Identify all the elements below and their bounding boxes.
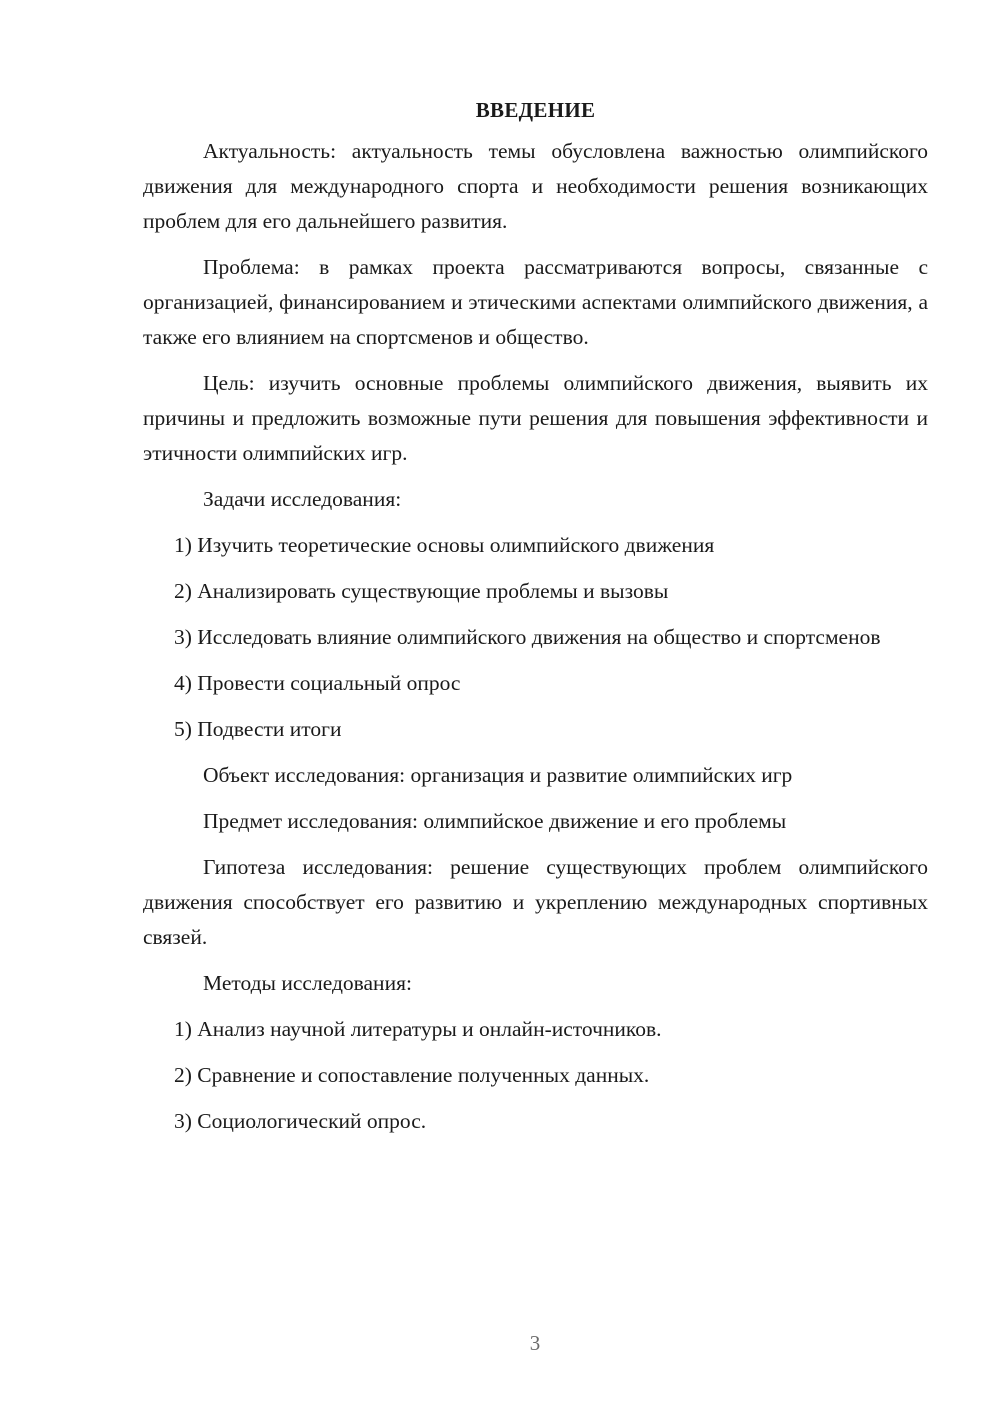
page-number: 3 — [529, 1331, 541, 1355]
tasks-heading: Задачи исследования: — [203, 487, 402, 511]
method-item-1: 1) Анализ научной литературы и онлайн-источников. — [174, 1017, 662, 1041]
relevance-paragraph: Актуальность: актуальность темы обусловлена важностью олимпийского движения для международного спорта и необходимости решения возникающих проблем для его дальнейшего развития. — [143, 139, 928, 233]
method-item-3: 3) Социологический опрос. — [174, 1109, 427, 1133]
hypothesis-paragraph: Гипотеза исследования: решение существующих проблем олимпийского движения способствует его развитию и укреплению международных спортивных связей. — [143, 855, 928, 949]
problem-paragraph: Проблема: в рамках проекта рассматриваются вопросы, связанные с организацией, финансированием и этическими аспектами олимпийского движения, а также его влиянием на спортсменов и общество. — [143, 255, 928, 349]
method-item-2: 2) Сравнение и сопоставление полученных данных. — [174, 1063, 650, 1087]
task-item-1: 1) Изучить теоретические основы олимпийского движения — [174, 533, 715, 557]
task-item-5: 5) Подвести итоги — [174, 717, 342, 741]
research-object: Объект исследования: организация и развитие олимпийских игр — [203, 763, 793, 787]
task-item-4: 4) Провести социальный опрос — [174, 671, 461, 695]
methods-heading: Методы исследования: — [203, 971, 412, 995]
task-item-3: 3) Исследовать влияние олимпийского движения на общество и спортсменов — [174, 625, 881, 649]
research-subject: Предмет исследования: олимпийское движение и его проблемы — [203, 809, 787, 833]
task-item-2: 2) Анализировать существующие проблемы и вызовы — [174, 579, 669, 603]
document-page — [143, 92, 928, 1150]
section-title: ВВЕДЕНИЕ — [475, 98, 596, 122]
goal-paragraph: Цель: изучить основные проблемы олимпийского движения, выявить их причины и предложить возможные пути решения для повышения эффективности и этичности олимпийских игр. — [143, 371, 928, 465]
